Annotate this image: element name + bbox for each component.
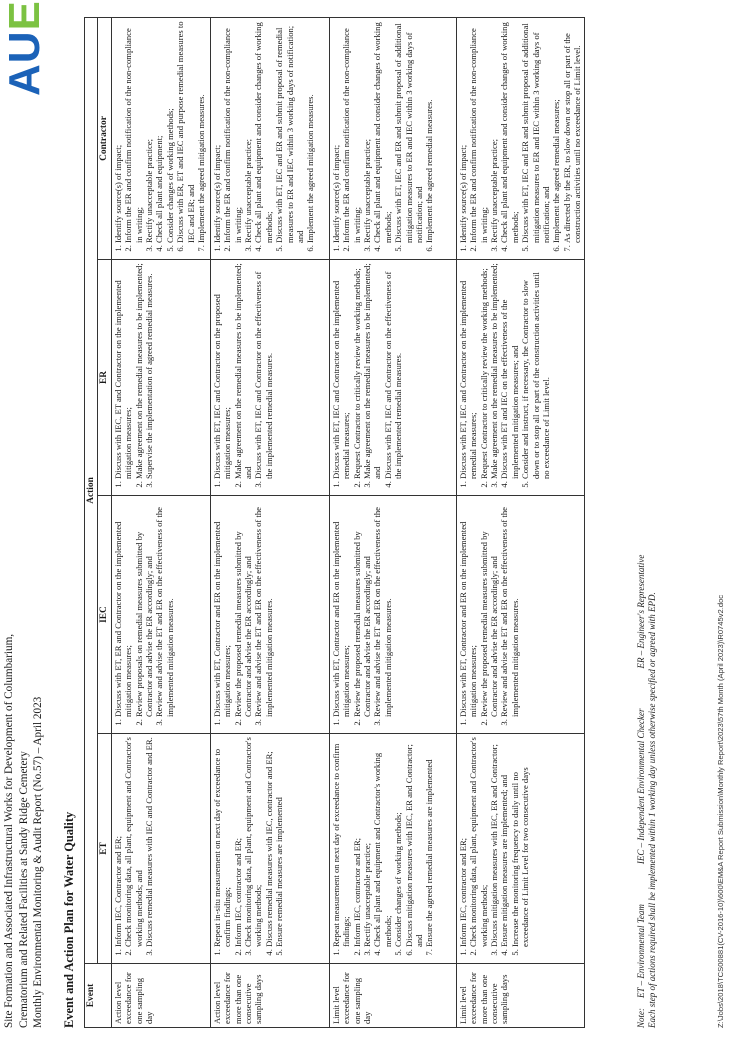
list-item: 3. Review and advise the ET and ER on the effectiveness of the implemented mitigation measures. — [154, 499, 175, 717]
list-item: 1. Discuss with ET, Contractor and ER on the implemented mitigation measures; — [212, 499, 233, 717]
er-cell — [456, 260, 584, 496]
list-item: 1. Discuss with ET, Contractor and ER on the implemented mitigation measures; — [331, 499, 352, 717]
et-cell — [329, 734, 456, 964]
list-item: 7. Implement the agreed mitigation measures. — [196, 21, 206, 243]
list-item: 1. Identify source(s) of impact; — [331, 21, 341, 243]
notes-line-2: Each step of actions required shall be implemented within 1 working day unless otherwise specified or agreed with EPD. — [647, 592, 657, 1028]
list-item: 6. Discuss with ER, ET and IEC and purpose remedial measures to IEC and ER; and — [175, 21, 196, 243]
table-row — [456, 18, 584, 1028]
list-item: 2. Check monitoring data, all plant, equipment and Contractor's working methods; and — [123, 737, 144, 947]
list-item: 4. Check all plant and equipment and consider changes of working methods; — [372, 21, 393, 243]
list-item: 5. Consider changes of working methods; — [393, 737, 403, 947]
contractor-steps-list — [212, 21, 316, 256]
section-title: Event and Action Plan for Water Quality — [62, 811, 76, 1028]
list-item: 3. Rectify unacceptable practice; — [144, 21, 154, 243]
er-cell — [111, 260, 210, 496]
logo-part-1: AU — [0, 30, 49, 96]
list-item: 1. Discuss with ET, IEC and Contractor on the implemented remedial measures; — [331, 263, 352, 479]
table-header-row — [85, 18, 98, 1028]
list-item: 4. Check all plant and equipment and consider changes of working methods; — [499, 21, 520, 243]
contractor-steps-list — [458, 21, 583, 256]
header-iec: IEC — [98, 496, 111, 734]
list-item: 1. Discuss with ET, IEC and Contractor on the implemented remedial measures; — [458, 263, 479, 479]
iec-steps-list — [113, 499, 175, 730]
list-item: 1. Identify source(s) of impact; — [113, 21, 123, 243]
header-line-2: Crematorium and Related Facilities at Sandy Ridge Cemetery — [17, 751, 30, 1028]
er-steps-list — [458, 263, 552, 492]
list-item: 3. Supervise the implementation of agreed remedial measures. — [144, 263, 154, 479]
list-item: 2. Review proposals on remedial measures submitted by Contractor and advise the ER accordingly; and — [134, 499, 155, 717]
et-steps-list — [113, 737, 155, 960]
er-steps-list — [113, 263, 155, 492]
list-item: 5. Consider and instruct, if necessary, the Contractor to slow down or to stop all or part of the construction activities until no exceedance of Limit level. — [520, 263, 551, 479]
list-item: 4. Discuss with ET and IEC on the effectiveness of the implemented mitigation measures; and — [499, 263, 520, 479]
list-item: 2. Make agreement on the remedial measures to be implemented; and — [233, 263, 254, 479]
list-item: 2. Review the proposed remedial measures submitted by Contractor and advise the ER accordingly; and — [479, 499, 500, 717]
event-cell: Limit level exceedance for one sampling day — [329, 964, 456, 1028]
list-item: 3. Rectify unacceptable practice; — [362, 737, 372, 947]
table-row — [210, 18, 329, 1028]
list-item: 5. Discuss with ET, IEC and ER and submit proposal of additional mitigation measures to ER and IEC within 3 working days of notification; and — [520, 21, 551, 243]
list-item: 5. Ensure remedial measures are implemented — [274, 737, 284, 947]
et-cell — [111, 734, 210, 964]
iec-cell — [456, 496, 584, 734]
iec-cell — [210, 496, 329, 734]
list-item: 1. Repeat measurement on next day of exceedance to confirm findings; — [331, 737, 352, 947]
notes — [636, 555, 658, 1028]
list-item: 3. Check monitoring data, all plant, equipment and Contractor's working methods; — [243, 737, 264, 947]
iec-steps-list — [331, 499, 393, 730]
list-item: 2. Inform IEC, contractor and ER; — [233, 737, 243, 947]
list-item: 2. Request Contractor to critically review the working methods; — [352, 263, 362, 479]
table-row — [111, 18, 210, 1028]
list-item: 2. Make agreement on the remedial measures to be implemented; — [134, 263, 144, 479]
event-cell: Action level exceedance for one sampling day — [111, 964, 210, 1028]
iec-cell — [111, 496, 210, 734]
table-row — [329, 18, 456, 1028]
list-item: 7. As directed by the ER, to slow down or stop all or part of the construction activities until no exceedance of Limit level. — [562, 21, 583, 243]
header-contractor: Contractor — [98, 18, 111, 260]
list-item: 7. Ensure the agreed remedial measures are implemented — [424, 737, 434, 947]
list-item: 3. Rectify unacceptable practice; — [362, 21, 372, 243]
list-item: 3. Discuss with ET, IEC and Contractor on the effectiveness of the implemented remedial measures. — [253, 263, 274, 479]
header-action: Action — [85, 18, 98, 964]
note-label: Note: — [636, 1008, 646, 1028]
list-item: 1. Discuss with ET, Contractor and ER on the implemented mitigation measures; — [458, 499, 479, 717]
list-item: 2. Inform the ER and confirm notification of the non-compliance in writing; — [222, 21, 243, 243]
list-item: 4. Ensure mitigation measures are implemented; and — [499, 737, 509, 947]
list-item: 2. Inform the ER and confirm notification of the non-compliance in writing; — [468, 21, 489, 243]
list-item: 2. Inform the ER and confirm notification of the non-compliance in writing; — [123, 21, 144, 243]
list-item: 1. Identify source(s) of impact; — [458, 21, 468, 243]
list-item: 6. Discuss mitigation measures with IEC, ER and Contractor; and — [404, 737, 425, 947]
event-action-plan-table — [84, 17, 585, 1028]
list-item: 4. Check all plant and equipment and consider changes of working methods; — [253, 21, 274, 243]
list-item: 3. Review and advise the ET and ER on the effectiveness of the implemented mitigation measures. — [372, 499, 393, 717]
et-steps-list — [458, 737, 531, 960]
contractor-cell — [329, 18, 456, 260]
event-cell: Limit level exceedance for more than one consecutive sampling days — [456, 964, 584, 1028]
event-cell: Action level exceedance for more than one consecutive sampling days — [210, 964, 329, 1028]
contractor-steps-list — [113, 21, 207, 256]
list-item: 2. Inform IEC, contractor and ER; — [352, 737, 362, 947]
list-item: 5. Discuss with ET, IEC and ER and submit proposal of remedial measures to ER and IEC within 3 working days of notification; and — [274, 21, 305, 243]
list-item: 3. Make agreement on the remedial measures to be implemented; and — [362, 263, 383, 479]
file-path-footer: Z:\Jobs\2018\TCS00881(CV-2016-10)\600\EM&A Report Submission\Monthly Report\2023\57th Month (April 2023)\R0745v2.doc — [716, 594, 725, 1028]
iec-cell — [329, 496, 456, 734]
list-item: 3. Rectify unacceptable practice; — [243, 21, 253, 243]
note-iec-def: IEC – Independent Environmental Checker — [636, 708, 646, 865]
list-item: 3. Discuss remedial measures with IEC and Contractor and ER. — [144, 737, 154, 947]
list-item: 1. Identify source(s) of impact; — [212, 21, 222, 243]
list-item: 4. Discuss with ET, IEC and Contractor on the effectiveness of the implemented remedial measures. — [383, 263, 404, 479]
list-item: 2. Review the proposed remedial measures submitted by Contractor and advise the ER accordingly; and — [233, 499, 254, 717]
et-steps-list — [331, 737, 435, 960]
notes-line-1 — [636, 555, 647, 1028]
logo-part-2: E — [0, 0, 49, 31]
header-er: ER — [98, 260, 111, 496]
list-item: 2. Inform the ER and confirm notification of the non-compliance in writing; — [341, 21, 362, 243]
list-item: 1. Discuss with IEC, ET and Contractor on the implemented mitigation measures; — [113, 263, 134, 479]
er-steps-list — [331, 263, 404, 492]
list-item: 5. Discuss with ET, IEC and ER and submit proposal of additional mitigation measures to ER and IEC within 3 working days of notification; and — [393, 21, 424, 243]
list-item: 5. Consider changes of working methods; — [165, 21, 175, 243]
list-item: 2. Check monitoring data, all plant, equipment and Contractor's working methods; — [468, 737, 489, 947]
table-body — [111, 18, 584, 1028]
list-item: 1. Discuss with ET, ER and Contractor on the implemented mitigation measures; — [113, 499, 134, 717]
er-steps-list — [212, 263, 274, 492]
et-cell — [456, 734, 584, 964]
aues-logo — [0, 0, 50, 96]
list-item: 4. Check all plant and equipment; — [154, 21, 164, 243]
header-line-1: Site Formation and Associated Infrastructural Works for Development of Columbarium, — [3, 633, 15, 1028]
contractor-cell — [111, 18, 210, 260]
et-cell — [210, 734, 329, 964]
report-header — [2, 248, 46, 1028]
er-cell — [329, 260, 456, 496]
contractor-cell — [456, 18, 584, 260]
list-item: 5. Increase the monitoring frequency to daily until no exceedance of Limit Level for two consecutive days — [510, 737, 531, 947]
list-item: 2. Review the proposed remedial measures submitted by Contractor and advise the ER accordingly; and — [352, 499, 373, 717]
list-item: 1. Inform IEC, contractor and ER; — [458, 737, 468, 947]
table-subheader-row — [98, 18, 111, 1028]
list-item: 6. Implement the agreed remedial measures; — [551, 21, 561, 243]
contractor-steps-list — [331, 21, 435, 256]
header-event: Event — [85, 964, 112, 1028]
list-item: 1. Discuss with ET, IEC and Contractor on the proposed mitigation measures; — [212, 263, 233, 479]
header-line-3: Monthly Environmental Monitoring & Audit Report (No.57) – April 2023 — [32, 696, 44, 1028]
list-item: 3. Discuss mitigation measures with IEC, ER and Contractor; — [489, 737, 499, 947]
note-er-def: ER – Engineer's Representative — [636, 554, 646, 669]
note-et-def: ET – Environmental Team — [636, 904, 646, 998]
list-item: 2. Request Contractor to critically review the working methods; — [479, 263, 489, 479]
et-steps-list — [212, 737, 285, 960]
list-item: 4. Discuss remedial measures with IEC, contractor and ER; — [264, 737, 274, 947]
iec-steps-list — [458, 499, 520, 730]
er-cell — [210, 260, 329, 496]
list-item: 4. Check all plant and equipment and Contractor's working methods; — [372, 737, 393, 947]
contractor-cell — [210, 18, 329, 260]
list-item: 3. Review and advise the ET and ER on the effectiveness of the implemented mitigation measures. — [253, 499, 274, 717]
list-item: 1. Inform IEC, Contractor and ER; — [113, 737, 123, 947]
iec-steps-list — [212, 499, 274, 730]
list-item: 6. Implement the agreed remedial measures. — [424, 21, 434, 243]
list-item: 3. Make agreement on the remedial measures to be implemented; — [489, 263, 499, 479]
list-item: 6. Implement the agreed mitigation measures. — [305, 21, 315, 243]
list-item: 3. Rectify unacceptable practice; — [489, 21, 499, 243]
list-item: 1. Repeat in-situ measurement on next day of exceedance to confirm findings; — [212, 737, 233, 947]
list-item: 3. Review and advise the ET and ER on the effectiveness of the implemented mitigation measures. — [499, 499, 520, 717]
header-et: ET — [98, 734, 111, 964]
